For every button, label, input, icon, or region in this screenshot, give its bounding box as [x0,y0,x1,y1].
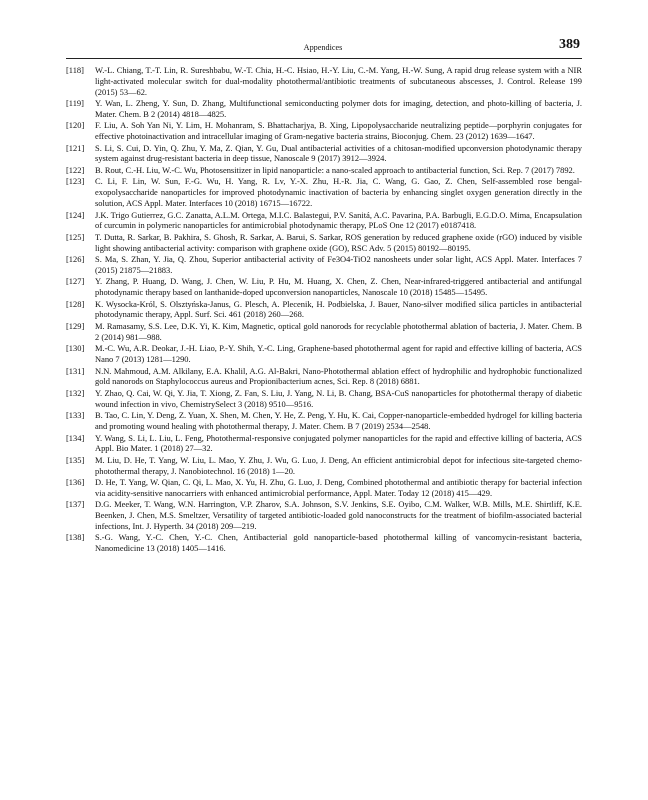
reference-number: [118] [66,65,84,75]
reference-number: [122] [66,164,85,175]
reference-item [66,455,582,477]
section-title: Appendices [303,43,343,52]
reference-text: M. Ramasamy, S.S. Lee, D.K. Yi, K. Kim, Magnetic, optical gold nanorods for recyclable photothermal ablation of bacteria, J. Mater. Chem. B 2 (2014) 981—988. [95,321,582,342]
reference-item [66,210,582,232]
reference-text: S. Li, S. Cui, D. Yin, Q. Zhu, Y. Ma, Z. Qian, Y. Gu, Dual antibacterial activities of a chitosan-modified upconversion photodynamic therapy system against drug-resistant bacteria in deep tissue, Nanoscale 9 (2017) 3912—3924. [95,142,582,164]
reference-item [66,388,582,410]
reference-item [66,299,582,321]
reference-text: K. Wysocka-Król, S. Olsztyńska-Janus, G. Plesch, A. Plecenik, H. Podbielska, J. Bauer, Nano-silver modified silica particles in antibacterial photodynamic therapy, Appl. Surf. Sci. 461 (2018) 260—268. [95,298,582,320]
reference-text: J.K. Trigo Gutierrez, G.C. Zanatta, A.L.M. Ortega, M.I.C. Balastegui, P.V. Sanitá, A.C. Pavarina, P.A. Barbugli, E.G.D.O. Mima, Encapsulation of curcumin in polymeric nanoparticles for antimicrobial photodynamic therapy, PLoS One 12 (2017) e0187418. [95,209,582,231]
reference-number: [119] [66,98,84,109]
reference-text: M. Liu, D. He, T. Yang, W. Liu, L. Mao, Y. Zhu, J. Wu, G. Luo, J. Deng, An efficient antimicrobial depot for infectious site-targeted chemo-photothermal therapy, J. Nanobiotechnol. 16 (2018) 1—20. [95,454,582,476]
reference-text: T. Dutta, R. Sarkar, B. Pakhira, S. Ghosh, R. Sarkar, A. Barui, S. Sarkar, ROS generation by reduced graphene oxide (rGO) induced by visible light showing antibacterial activity: comparison with graphene oxide (GO), RSC Adv. 5 (2015) 80192—80195. [95,231,582,253]
reference-item [66,532,582,554]
reference-number: [135] [66,454,85,465]
reference-number: [138] [66,532,85,543]
reference-number: [134] [66,432,85,443]
reference-text: D.G. Meeker, T. Wang, W.N. Harrington, V.P. Zharov, S.A. Johnson, S.V. Jenkins, S.E. Oyibo, C.M. Walker, W.B. Mills, M.E. Shirtliff, K.E. Beenken, J. Chen, M.S. Smeltzer, Versatility of targeted antibiotic-loaded gold nanoconstructs for the treatment of biofilm-associated bacterial infections, Int. J. Hyperth. 34 (2018) 209—219. [95,499,582,531]
reference-item [66,98,582,120]
reference-item [66,65,582,97]
reference-number: [127] [66,276,85,287]
reference-number: [126] [66,254,85,265]
reference-item [66,410,582,432]
reference-item [66,499,582,531]
page-number: 389 [559,37,580,52]
header-rule [66,58,582,59]
reference-text: Y. Wang, S. Li, L. Liu, L. Feng, Photothermal-responsive conjugated polymer nanoparticles for the rapid and effective killing of bacteria, ACS Appl. Bio Mater. 1 (2018) 27—32. [95,432,582,454]
reference-text: Y. Wan, L. Zheng, Y. Sun, D. Zhang, Multifunctional semiconducting polymer dots for imaging, detection, and photo-killing of bacteria, J. Mater. Chem. B 2 (2014) 4818—4825. [95,98,582,119]
reference-item [66,433,582,455]
reference-text: M.-C. Wu, A.R. Deokar, J.-H. Liao, P.-Y. Shih, Y.-C. Ling, Graphene-based photothermal agent for rapid and effective killing of bacteria, ACS Nano 7 (2013) 1281—1290. [95,343,582,365]
reference-text: N.N. Mahmoud, A.M. Alkilany, E.A. Khalil, A.G. Al-Bakri, Nano-Photothermal ablation effect of hydrophilic and hydrophobic functionalized gold nanorods on Staphylococcus aureus and Propionibacterium acnes, Sci. Rep. 8 (2018) 6881. [95,365,582,387]
reference-text: S.-G. Wang, Y.-C. Chen, Y.-C. Chen, Antibacterial gold nanoparticle-based photothermal killing of vancomycin-resistant bacteria, Nanomedicine 13 (2018) 1405—1416. [95,532,582,554]
reference-item [66,477,582,499]
reference-text: Y. Zhang, P. Huang, D. Wang, J. Chen, W. Liu, P. Hu, M. Huang, X. Chen, Z. Chen, Near-infrared-triggered antibacterial and antifungal photodynamic therapy based on lanthanide-doped upconversion nanoparticles, Nanoscale 10 (2018) 15485—15495. [95,276,582,298]
reference-number: [133] [66,410,85,421]
reference-item [66,254,582,276]
reference-item [66,276,582,298]
reference-number: [124] [66,209,85,220]
reference-number: [120] [66,120,85,131]
reference-text: S. Ma, S. Zhan, Y. Jia, Q. Zhou, Superior antibacterial activity of Fe3O4-TiO2 nanosheets under solar light, ACS Appl. Mater. Interfaces 7 (2015) 21875—21883. [95,254,582,275]
reference-number: [129] [66,321,85,332]
reference-item [66,120,582,142]
reference-number: [131] [66,365,85,376]
reference-text: F. Liu, A. Soh Yan Ni, Y. Lim, H. Mohanram, S. Bhattacharjya, B. Xing, Lipopolysaccharide neutralizing peptide—porphyrin conjugates for effective photoinactivation and intracellular imaging of Gram-negative bacteria strains, Bioconjug. Chem. 23 (2012) 1639—1647. [95,120,582,142]
reference-item [66,176,582,208]
reference-number: [128] [66,298,85,309]
reference-number: [137] [66,499,85,510]
reference-item [66,366,582,388]
reference-text: W.-L. Chiang, T.-T. Lin, R. Sureshbabu, W.-T. Chia, H.-C. Hsiao, H.-Y. Liu, C.-M. Yang, H.-W. Sung, A rapid drug release system with a NIR light-activated molecular switch for dual-modality photothermal/antibiotic treatments of subcutaneous abscesses, J. Control. Release 199 (2015) 53—62. [95,65,582,97]
reference-number: [125] [66,231,85,242]
reference-text: B. Tao, C. Lin, Y. Deng, Z. Yuan, X. Shen, M. Chen, Y. He, Z. Peng, Y. Hu, K. Cai, Copper-nanoparticle-embedded hydrogel for killing bacteria and promoting wound healing with photothermal therapy, J. Mater. Chem. B 7 (2019) 2534—2548. [95,410,582,431]
reference-item [66,143,582,165]
reference-number: [136] [66,477,85,488]
reference-number: [130] [66,343,85,354]
running-header [66,37,580,57]
reference-item [66,343,582,365]
reference-number: [123] [66,176,85,187]
reference-text: Y. Zhao, Q. Cai, W. Qi, Y. Jia, T. Xiong, Z. Fan, S. Liu, J. Yang, N. Li, B. Chang, BSA-CuS nanoparticles for photothermal therapy of diabetic wound infection in vivo, ChemistrySelect 3 (2018) 9510—9516. [95,387,582,409]
reference-number: [132] [66,387,85,398]
reference-number: [121] [66,142,85,153]
reference-item [66,232,582,254]
reference-text: B. Rout, C.-H. Liu, W.-C. Wu, Photosensitizer in lipid nanoparticle: a nano-scaled approach to antibacterial function, Sci. Rep. 7 (2017) 7892. [95,164,575,175]
reference-text: D. He, T. Yang, W. Qian, C. Qi, L. Mao, X. Yu, H. Zhu, G. Luo, J. Deng, Combined photothermal and antibiotic therapy for bacterial infection via acidity-sensitive nanocarriers with enhanced antimicrobial performance, Appl. Mater. Today 12 (2018) 415—429. [95,477,582,498]
reference-item [66,321,582,343]
reference-text: C. Li, F. Lin, W. Sun, F.-G. Wu, H. Yang, R. Lv, Y.-X. Zhu, H.-R. Jia, C. Wang, G. Gao, Z. Chen, Self-assembled rose bengal-exopolysaccharide nanoparticles for improved photodynamic inactivation of bacteria by enhancing singlet oxygen generation directly in the solution, ACS Appl. Mater. Interfaces 10 (2018) 16715—16722. [95,176,582,208]
reference-list [66,65,582,555]
reference-item [66,165,582,176]
